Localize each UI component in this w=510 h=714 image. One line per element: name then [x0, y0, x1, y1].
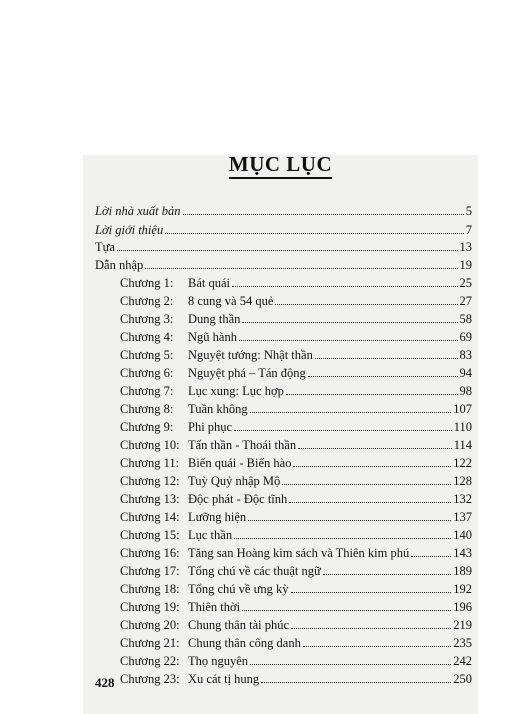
toc-entry-label: Dẫn nhập [95, 258, 144, 272]
chapter-page: 196 [453, 600, 472, 614]
toc-entry-label: Lời giới thiệu [95, 223, 164, 237]
chapter-number: Chương 17: [120, 564, 180, 578]
chapter-number: Chương 2: [120, 294, 174, 308]
chapter-number: Chương 8: [120, 402, 174, 416]
chapter-number: Chương 21: [120, 636, 180, 650]
toc-chapter-row [95, 600, 472, 617]
chapter-page: 27 [459, 294, 472, 308]
toc-chapter-row [95, 564, 472, 581]
chapter-page: 132 [453, 492, 472, 506]
leader-dots [291, 628, 451, 629]
toc-entry [95, 204, 472, 221]
chapter-page: 25 [459, 276, 472, 290]
chapter-number: Chương 6: [120, 366, 174, 380]
chapter-number: Chương 4: [120, 330, 174, 344]
leader-dots [239, 340, 458, 341]
leader-dots [234, 430, 452, 431]
chapter-number: Chương 15: [120, 528, 180, 542]
toc-entry-page: 5 [465, 204, 472, 218]
page-number: 428 [95, 675, 115, 690]
chapter-title: Tổng chú về ưng kỳ [188, 582, 289, 596]
chapter-title: Lưỡng hiện [188, 510, 247, 524]
leader-dots [250, 664, 451, 665]
chapter-page: 58 [459, 312, 472, 326]
chapter-title: Bát quái [188, 276, 231, 290]
toc-chapter-row [95, 366, 472, 383]
leader-dots [315, 358, 458, 359]
leader-dots [289, 502, 451, 503]
chapter-title: Chung thân tài phúc [188, 618, 290, 632]
leader-dots [291, 592, 452, 593]
leader-dots [232, 286, 457, 287]
toc-chapter-row [95, 438, 472, 455]
leader-dots [234, 538, 451, 539]
chapter-page: 128 [453, 474, 472, 488]
chapter-page: 69 [459, 330, 472, 344]
leader-dots [242, 322, 457, 323]
chapter-page: 110 [453, 420, 472, 434]
toc-chapter-row [95, 474, 472, 491]
chapter-title: Lục xung: Lục hợp [188, 384, 284, 398]
chapter-page: 242 [453, 654, 472, 668]
leader-dots [248, 520, 451, 521]
chapter-title: Lục thần [188, 528, 233, 542]
toc-chapter-row [95, 312, 472, 329]
leader-dots [298, 448, 452, 449]
toc-chapter-row [95, 456, 472, 473]
leader-dots [308, 376, 458, 377]
chapter-number: Chương 11: [120, 456, 180, 470]
chapter-title: Tăng san Hoàng kim sách và Thiên kim phú [188, 546, 410, 560]
leader-dots [323, 574, 451, 575]
leader-dots [242, 610, 451, 611]
chapter-number: Chương 14: [120, 510, 180, 524]
chapter-page: 143 [453, 546, 472, 560]
chapter-number: Chương 23: [120, 672, 180, 686]
leader-dots [183, 214, 464, 215]
chapter-number: Chương 10: [120, 438, 180, 452]
chapter-title: 8 cung và 54 quẻ [188, 294, 274, 308]
chapter-page: 107 [453, 402, 472, 416]
chapter-number: Chương 1: [120, 276, 174, 290]
chapter-title: Tổng chú về các thuật ngữ [188, 564, 321, 578]
chapter-number: Chương 20: [120, 618, 180, 632]
toc-chapter-row [95, 330, 472, 347]
toc-chapter-row [95, 384, 472, 401]
toc-chapter-row [95, 546, 472, 563]
chapter-page: 137 [453, 510, 472, 524]
chapter-page: 122 [453, 456, 472, 470]
toc-chapter-row [95, 276, 472, 293]
toc-entry [95, 223, 472, 240]
leader-dots [250, 412, 452, 413]
toc-chapter-row [95, 402, 472, 419]
toc-title-text: MỤC LỤC [229, 152, 332, 179]
toc-entry [95, 240, 472, 257]
leader-dots [411, 556, 451, 557]
top-margin [0, 0, 510, 155]
chapter-title: Chung thân công danh [188, 636, 301, 650]
chapter-number: Chương 5: [120, 348, 174, 362]
chapter-number: Chương 19: [120, 600, 180, 614]
chapter-title: Phi phục [188, 420, 233, 434]
chapter-page: 98 [459, 384, 472, 398]
toc-chapter-row [95, 420, 472, 437]
chapter-title: Thiên thời [188, 600, 241, 614]
chapter-page: 83 [459, 348, 472, 362]
chapter-page: 140 [453, 528, 472, 542]
toc-chapter-row [95, 582, 472, 599]
leader-dots [282, 484, 451, 485]
toc-chapter-row [95, 672, 472, 689]
toc-entry [95, 258, 472, 275]
chapter-title: Độc phát - Độc tĩnh [188, 492, 288, 506]
chapter-page: 235 [453, 636, 472, 650]
chapter-number: Chương 3: [120, 312, 174, 326]
toc-chapter-row [95, 654, 472, 671]
leader-dots [286, 394, 458, 395]
leader-dots [117, 250, 458, 251]
chapter-number: Chương 13: [120, 492, 180, 506]
chapter-title: Tấn thần - Thoái thần [188, 438, 297, 452]
toc-chapter-row [95, 636, 472, 653]
leader-dots [165, 233, 464, 234]
toc-entry-page: 7 [465, 223, 472, 237]
toc-chapter-row [95, 348, 472, 365]
leader-dots [275, 304, 457, 305]
chapter-title: Tuần không [188, 402, 248, 416]
toc-entry-label: Lời nhà xuất bản [95, 204, 181, 218]
toc-chapter-row [95, 528, 472, 545]
chapter-title: Nguyệt phá – Tán động [188, 366, 306, 380]
chapter-page: 189 [453, 564, 472, 578]
toc-chapter-row [95, 510, 472, 527]
chapter-number: Chương 12: [120, 474, 180, 488]
chapter-title: Ngũ hành [188, 330, 237, 344]
chapter-page: 114 [453, 438, 472, 452]
toc-chapter-row [95, 294, 472, 311]
toc-entry-label: Tựa [95, 240, 115, 254]
chapter-title: Biến quái - Biến hào [188, 456, 292, 470]
chapter-page: 219 [453, 618, 472, 632]
toc-chapter-row [95, 492, 472, 509]
chapter-page: 250 [453, 672, 472, 686]
chapter-title: Tuỳ Quỷ nhập Mộ [188, 474, 281, 488]
toc-title [83, 152, 478, 177]
chapter-page: 192 [453, 582, 472, 596]
toc-entry-page: 19 [459, 258, 472, 272]
leader-dots [303, 646, 451, 647]
chapter-number: Chương 18: [120, 582, 180, 596]
chapter-number: Chương 9: [120, 420, 174, 434]
toc-entry-page: 13 [459, 240, 472, 254]
toc-chapter-row [95, 618, 472, 635]
chapter-title: Nguyệt tướng: Nhật thần [188, 348, 313, 362]
chapter-number: Chương 16: [120, 546, 180, 560]
leader-dots [293, 466, 451, 467]
leader-dots [145, 268, 457, 269]
chapter-page: 94 [459, 366, 472, 380]
chapter-title: Thọ nguyên [188, 654, 249, 668]
leader-dots [261, 682, 451, 683]
chapter-number: Chương 7: [120, 384, 174, 398]
chapter-title: Xu cát tị hung [188, 672, 260, 686]
chapter-title: Dung thần [188, 312, 241, 326]
chapter-number: Chương 22: [120, 654, 180, 668]
